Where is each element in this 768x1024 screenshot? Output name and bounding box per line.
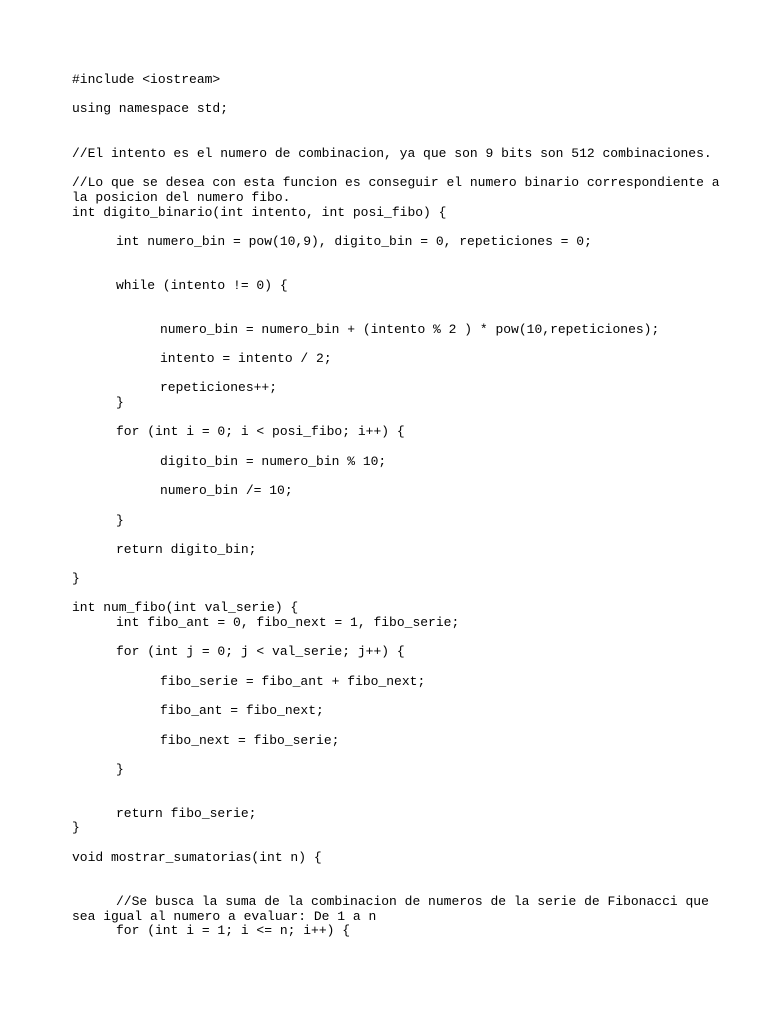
code-line: } (116, 762, 124, 777)
code-line: for (int j = 0; j < val_serie; j++) { (116, 644, 405, 659)
code-line: la posicion del numero fibo. (72, 190, 291, 205)
code-line: //Lo que se desea con esta funcion es conseguir el numero binario correspondiente a (72, 175, 720, 190)
code-line: fibo_serie = fibo_ant + fibo_next; (160, 674, 426, 689)
code-line: return digito_bin; (116, 542, 257, 557)
code-line: return fibo_serie; (116, 806, 257, 821)
code-line: } (72, 571, 80, 586)
code-line: int fibo_ant = 0, fibo_next = 1, fibo_serie; (116, 615, 460, 630)
code-line: for (int i = 0; i < posi_fibo; i++) { (116, 424, 405, 439)
code-line: //Se busca la suma de la combinacion de numeros de la serie de Fibonacci que (116, 894, 709, 909)
code-line: //El intento es el numero de combinacion, ya que son 9 bits son 512 combinaciones. (72, 146, 712, 161)
code-line: for (int i = 1; i <= n; i++) { (116, 923, 351, 938)
code-document (72, 0, 720, 1024)
code-line: digito_bin = numero_bin % 10; (160, 454, 387, 469)
code-line: } (116, 513, 124, 528)
code-line: intento = intento / 2; (160, 351, 332, 366)
code-line: } (72, 820, 80, 835)
code-line: using namespace std; (72, 101, 229, 116)
code-line: fibo_ant = fibo_next; (160, 703, 324, 718)
code-line: sea igual al numero a evaluar: De 1 a n (72, 909, 377, 924)
code-line: repeticiones++; (160, 380, 278, 395)
code-line: #include <iostream> (72, 72, 221, 87)
code-line: int num_fibo(int val_serie) { (72, 600, 299, 615)
code-line: void mostrar_sumatorias(int n) { (72, 850, 322, 865)
code-line: numero_bin = numero_bin + (intento % 2 ) * pow(10,repeticiones); (160, 322, 660, 337)
code-line: int digito_binario(int intento, int posi_fibo) { (72, 205, 447, 220)
code-line: } (116, 395, 124, 410)
code-line: numero_bin /= 10; (160, 483, 293, 498)
code-line: while (intento != 0) { (116, 278, 288, 293)
code-line: int numero_bin = pow(10,9), digito_bin = 0, repeticiones = 0; (116, 234, 592, 249)
code-line: fibo_next = fibo_serie; (160, 733, 340, 748)
